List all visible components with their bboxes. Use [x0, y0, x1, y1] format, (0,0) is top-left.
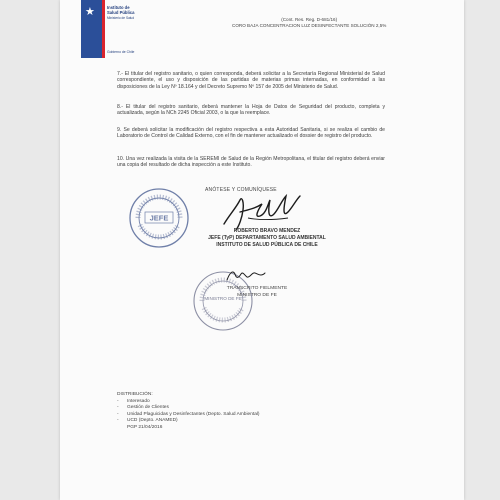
distribution-heading: DISTRIBUCIÓN: [117, 392, 153, 397]
paragraph-8: 8.- El titular del registro sanitario, deberá mantener la Hoja de Datos de Seguridad del producto, completa y actualizada, según la NCh 2245 Oficial 2003, o la que la reemplace. [117, 104, 385, 117]
reference-line: (Cont. Res. Reg. D-681/16) [281, 17, 338, 22]
logo-title: Instituto de Salud Pública [107, 5, 135, 15]
institution-logo [81, 0, 140, 58]
star-icon: ★ [85, 6, 95, 18]
transcrito-line: TRANSCRITO FIELMENTE [226, 286, 288, 291]
list-item: - Unidad Plaguicidas y Desinfectantes (Depto. Salud Ambiental) [117, 411, 260, 417]
seal-ministro-text: MINISTRO DE FE [204, 296, 242, 301]
distribution-list [117, 392, 260, 432]
list-item: - Interesado [117, 398, 150, 404]
ministro-signature [224, 268, 268, 284]
anotese-text: ANÓTESE Y COMUNÍQUESE [205, 187, 277, 193]
reference-header [232, 17, 386, 29]
signatory-position: JEFE (TyP) DEPARTAMENTO SALUD AMBIENTAL [208, 235, 326, 241]
distribution-footer: PGP 21/04/2016 [127, 424, 163, 430]
logo-red-band [102, 0, 105, 58]
logo-subtitle: Ministerio de Salud [107, 16, 135, 20]
paragraph-10: 10. Una vez realizada la visita de la SEREMI de Salud de la Región Metropolitana, el titular del registro deberá enviar una copia del resultado de dicha inspección a este Instituto. [117, 156, 385, 169]
list-item: - Gestión de Clientes [117, 405, 169, 411]
list-item: - UCD (Depto. ANAMED) [117, 418, 178, 424]
transcription-note [212, 285, 302, 299]
ministro-line: MINISTRO DE FE [237, 293, 277, 298]
reference-product: CORO BAJA CONCENTRACION LUZ DESINFECTANTE SOLUCIÓN 2,5% [232, 23, 387, 28]
signatory-name: ROBERTO BRAVO MENDEZ [233, 228, 301, 234]
logo-blue-band [81, 0, 102, 58]
signatory-institution: INSTITUTO DE SALUD PÚBLICA DE CHILE [216, 242, 318, 248]
department-seal [128, 187, 190, 249]
logo-footer: Gobierno de Chile [107, 50, 135, 54]
signatory-block [192, 228, 342, 249]
seal-jefe-text: JEFE [149, 213, 169, 223]
paragraph-9: 9. Se deberá solicitar la modificación del registro respectiva a esta Autoridad Sanitaria, si se realiza el cambio de Laboratorio de Control de Calidad Externo, con el fin de mantener actualizado el dossier de registro del producto. [117, 127, 385, 140]
paragraph-7: 7.- El titular del registro sanitario, o quien corresponda, deberá solicitar a la Secretaría Regional Ministerial de Salud correspondiente, el uso y disposición de las partidas de materias primas internadas, en conformidad a las disposiciones de la Ley Nº 18.164 y del Decreto Supremo Nº 157 de 2005 del Ministerio de Salud. [117, 71, 385, 90]
